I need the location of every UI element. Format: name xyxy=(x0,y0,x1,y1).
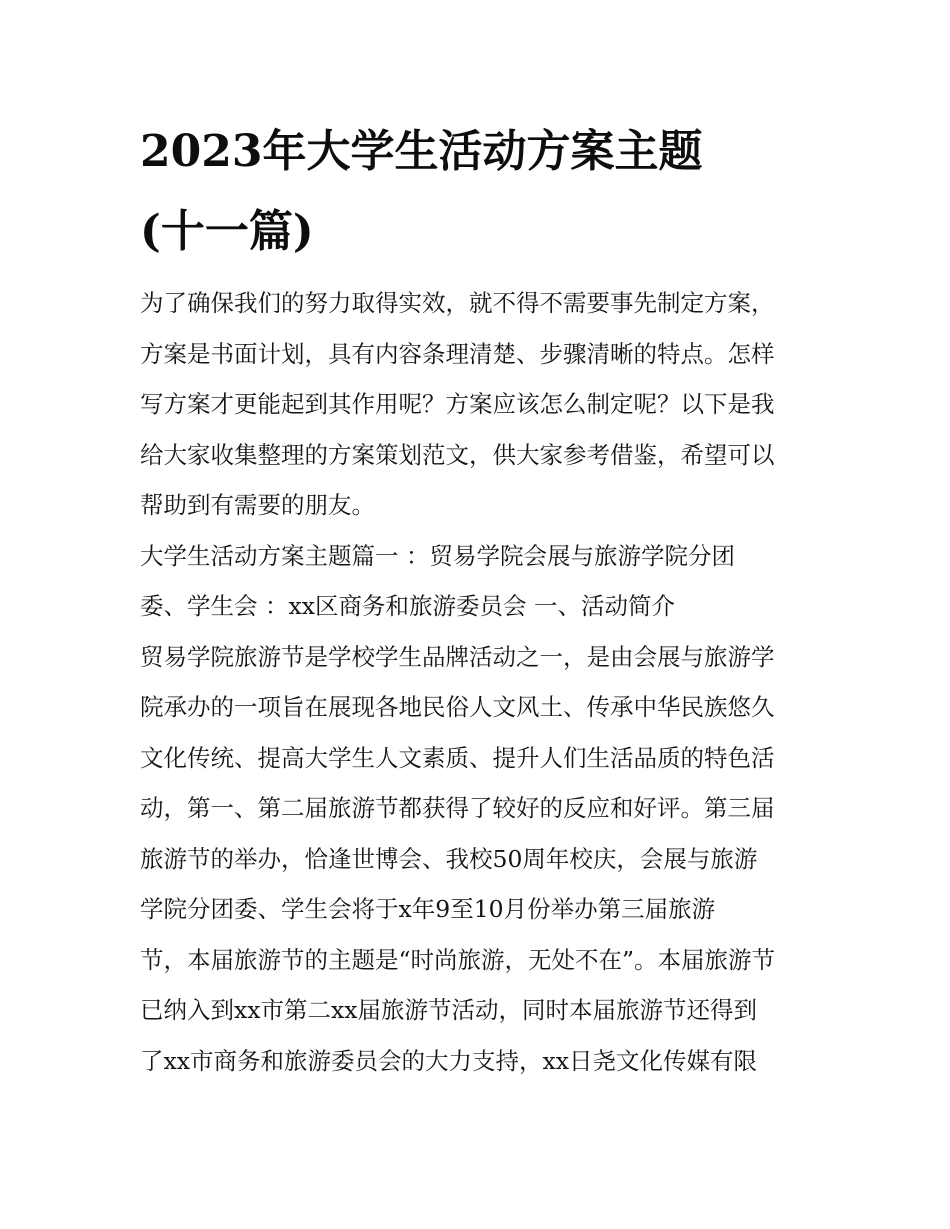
title-line: (十一篇) xyxy=(140,206,314,257)
body-line: 已纳入到xx市第二xx届旅游节活动，同时本届旅游节还得到 xyxy=(140,996,758,1024)
body-line: 给大家收集整理的方案策划范文，供大家参考借鉴，希望可以 xyxy=(140,440,775,469)
body-line: 文化传统、提高大学生人文素质、提升人们生活品质的特色活 xyxy=(140,743,775,772)
body-line: 院承办的一项旨在展现各地民俗人文风土、传承中华民族悠久 xyxy=(140,693,775,721)
body-line: 委、学生会 ：xx区商务和旅游委员会 一、活动简介 xyxy=(140,592,675,620)
body-line: 为了确保我们的努力取得实效，就不得不需要事先制定方案， xyxy=(140,289,775,317)
body-line: 了xx市商务和旅游委员会的大力支持，xx日尧文化传媒有限 xyxy=(140,1046,758,1075)
body-line: 旅游节的举办，恰逢世博会、我校50周年校庆，会展与旅游 xyxy=(140,844,758,873)
document-body xyxy=(140,283,820,1091)
body-line: 学院分团委、学生会将于x年9至10月份举办第三届旅游 xyxy=(140,895,716,923)
body-line: 贸易学院旅游节是学校学生品牌活动之一，是由会展与旅游学 xyxy=(140,642,775,671)
document-title xyxy=(140,112,820,272)
body-line: 动，第一、第二届旅游节都获得了较好的反应和好评。第三届 xyxy=(140,794,775,822)
body-line: 节，本届旅游节的主题是“时尚旅游，无处不在”。本届旅游节 xyxy=(140,945,776,974)
body-line: 方案是书面计划，具有内容条理清楚、步骤清晰的特点。怎样 xyxy=(140,339,775,368)
body-line: 大学生活动方案主题篇一 ：贸易学院会展与旅游学院分团 xyxy=(140,541,735,570)
title-line: 2023年大学生活动方案主题 xyxy=(140,126,703,177)
body-line: 写方案才更能起到其作用呢？方案应该怎么制定呢？以下是我 xyxy=(140,390,775,418)
body-line: 帮助到有需要的朋友。 xyxy=(140,491,375,519)
